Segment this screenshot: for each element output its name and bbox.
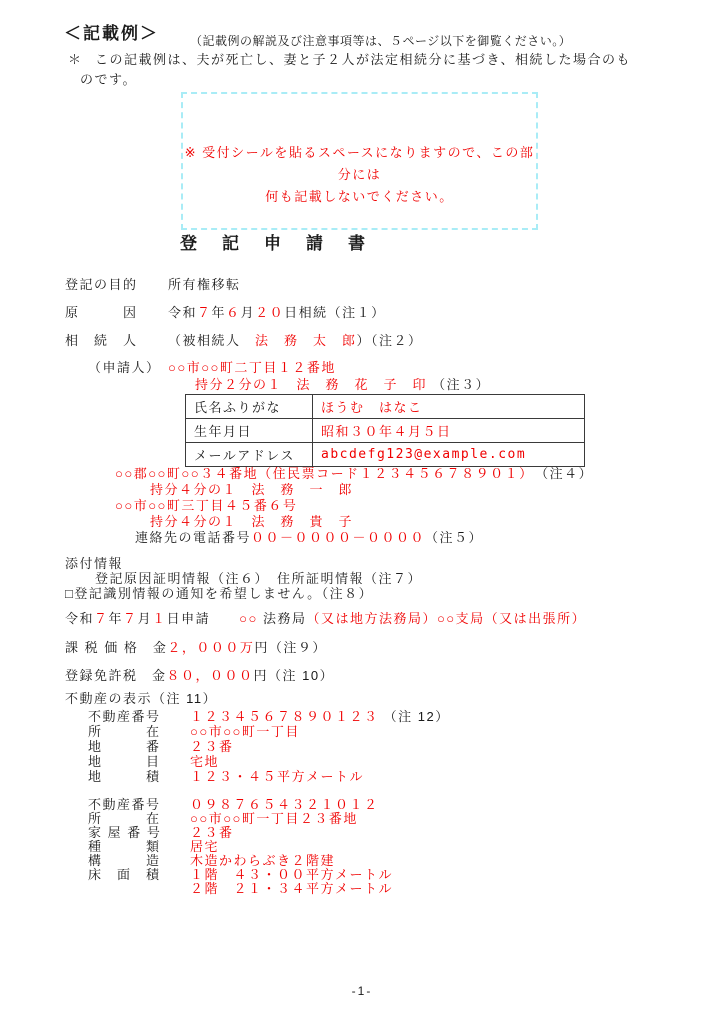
property-row-label: 不動産番号 bbox=[88, 797, 161, 812]
land-number-row bbox=[88, 709, 450, 725]
property-row-value: ○○市○○町一丁目 bbox=[190, 724, 300, 739]
property-row-label: 所 在 bbox=[88, 811, 161, 826]
form-title: 登 記 申 請 書 bbox=[180, 234, 369, 253]
example-description-line1: この記載例は、夫が死亡し、妻と子２人が法定相続分に基づき、相続した場合のも bbox=[95, 52, 631, 67]
field-purpose-label: 登記の目的 bbox=[65, 277, 138, 292]
land-row bbox=[88, 739, 234, 755]
land-row bbox=[88, 754, 219, 770]
applicant-label: （申請人） bbox=[88, 360, 161, 375]
property-row-value: ２３番 bbox=[190, 739, 234, 754]
property-row-label: 構 造 bbox=[88, 853, 161, 868]
property-row-label: 床 面 積 bbox=[88, 867, 161, 882]
applicant-address: ○○市○○町二丁目１２番地 bbox=[168, 360, 336, 375]
profile-row-value: ほうむ はなこ bbox=[313, 395, 585, 419]
field-cause-value: 令和７年６月２０日相続（注１） bbox=[168, 305, 386, 320]
example-bullet: ＊ bbox=[68, 52, 83, 67]
profile-row-label: 生年月日 bbox=[186, 419, 313, 443]
field-heir-value: （被相続人 法 務 太 郎）（注２） bbox=[168, 333, 423, 348]
property-row-value: ０９８７６５４３２１０１２ bbox=[190, 797, 379, 812]
profile-row-value: 昭和３０年４月５日 bbox=[313, 419, 585, 443]
property-row-value: 木造かわらぶき２階建 bbox=[190, 853, 336, 868]
profile-row-label: メールアドレス bbox=[186, 443, 313, 467]
field-heir bbox=[65, 333, 423, 349]
applicant-line bbox=[88, 360, 336, 376]
profile-row-label: 氏名ふりがな bbox=[186, 395, 313, 419]
page-number: -1- bbox=[351, 984, 373, 998]
property-row-label: 所 在 bbox=[88, 724, 161, 739]
property-row-label: 地 番 bbox=[88, 739, 161, 754]
attachments-items: 登記原因証明情報（注６） 住所証明情報（注７） bbox=[95, 571, 423, 586]
field-cause bbox=[65, 305, 386, 321]
seal-space-note-line1: ※ 受付シールを貼るスペースになりますので、この部分には bbox=[184, 145, 535, 182]
tax-price-line: 課 税 価 格 金２，０００万円（注９） bbox=[65, 640, 327, 655]
field-heir-label: 相 続 人 bbox=[65, 333, 138, 348]
property-row-value: １階 ４３・００平方メートル bbox=[190, 867, 394, 882]
seal-space-box bbox=[181, 92, 538, 230]
heir3-address-line: ○○市○○町三丁目４５番６号 bbox=[115, 498, 298, 513]
property-row-label: 家 屋 番 号 bbox=[88, 825, 162, 840]
profile-table bbox=[185, 394, 585, 467]
property-row-label: 地 積 bbox=[88, 769, 161, 784]
land-row bbox=[88, 724, 300, 740]
example-description-line2: のです。 bbox=[80, 72, 137, 87]
field-purpose-value: 所有権移転 bbox=[168, 277, 241, 292]
heir3-share-line: 持分４分の１ 法 務 貴 子 bbox=[150, 514, 354, 529]
field-purpose bbox=[65, 277, 241, 293]
property-row-value: 宅地 bbox=[190, 754, 220, 769]
property-row-label: 不動産番号 bbox=[88, 709, 161, 724]
profile-row-value-email: abcdefg123@example.com bbox=[313, 443, 585, 467]
property-row-value: １２３・４５平方メートル bbox=[190, 769, 365, 784]
property-row-label: 種 類 bbox=[88, 839, 161, 854]
heir2-share-line: 持分４分の１ 法 務 一 郎 bbox=[150, 482, 354, 497]
seal-space-note-line2: 何も記載しないでください。 bbox=[265, 189, 454, 204]
land-row bbox=[88, 769, 364, 785]
property-row-value: ○○市○○町一丁目２３番地 bbox=[190, 811, 358, 826]
property-row-value: ２３番 bbox=[190, 825, 234, 840]
attachments-heading: 添付情報 bbox=[65, 556, 124, 571]
registration-tax-line: 登録免許税 金８０，０００円（注 10） bbox=[65, 668, 335, 683]
example-note: （記載例の解説及び注意事項等は、５ページ以下を御覧ください。） bbox=[190, 34, 572, 48]
table-row bbox=[186, 395, 585, 419]
example-heading: ＜記載例＞ bbox=[64, 24, 159, 43]
phone-line: 連絡先の電話番号００－００００－００００（注５） bbox=[135, 530, 484, 545]
property-row-label: 地 目 bbox=[88, 754, 161, 769]
building-row bbox=[88, 881, 393, 897]
field-cause-label: 原 因 bbox=[65, 305, 138, 320]
applicant-share-line: 持分２分の１ 法 務 花 子 印 （注３） bbox=[195, 377, 491, 392]
property-row-value: 居宅 bbox=[190, 839, 220, 854]
table-row bbox=[186, 419, 585, 443]
identification-notice-checkbox-line: □登記識別情報の通知を希望しません。（注８） bbox=[65, 586, 374, 601]
property-section-heading: 不動産の表示（注 11） bbox=[65, 691, 218, 706]
property-row-value: ２階 ２１・３４平方メートル bbox=[190, 881, 394, 896]
land-number-value: １２３４５６７８９０１２３ （注 12） bbox=[190, 709, 450, 724]
heir2-address-line: ○○郡○○町○○３４番地（住民票コード１２３４５６７８９０１） （注４） bbox=[115, 466, 594, 481]
table-row bbox=[186, 443, 585, 467]
application-date-office-line: 令和７年７月１日申請 ○○ 法務局（又は地方法務局）○○支局（又は出張所） bbox=[65, 611, 587, 626]
